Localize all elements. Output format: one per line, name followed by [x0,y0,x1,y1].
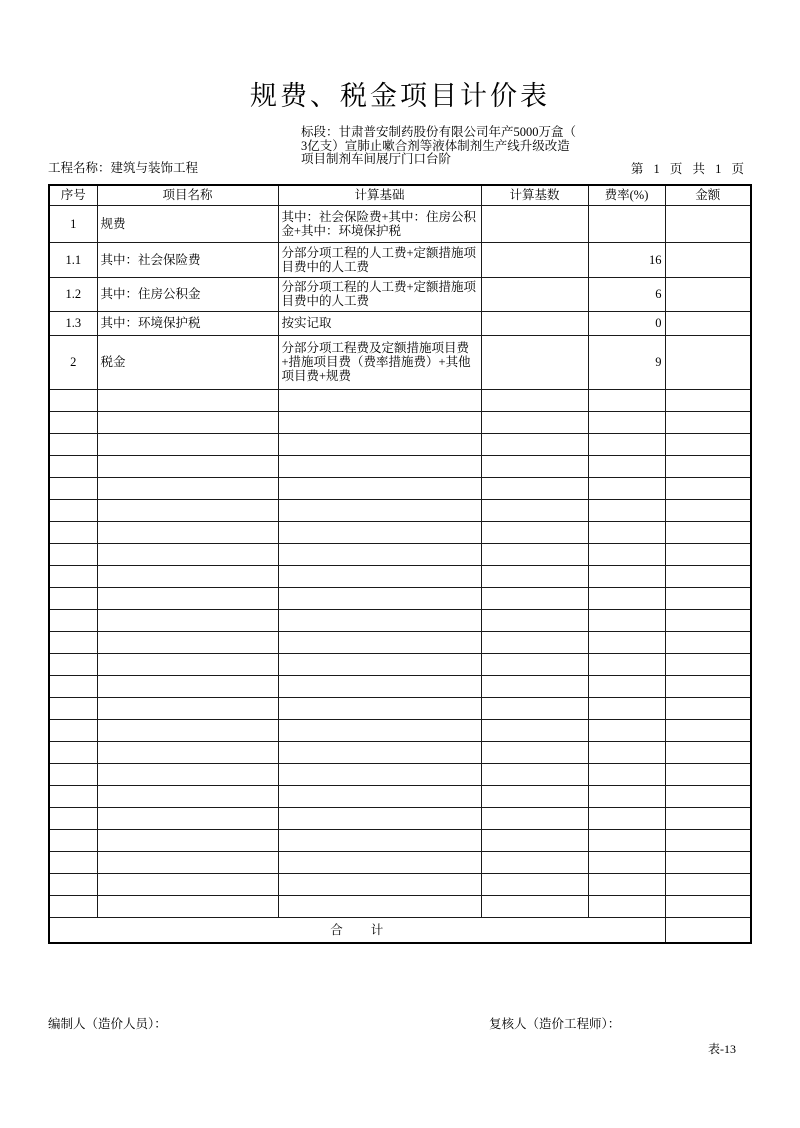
empty-cell [49,829,97,851]
empty-table-row [49,587,751,609]
empty-cell [665,763,751,785]
empty-cell [49,719,97,741]
empty-cell [97,895,278,917]
empty-cell [481,433,588,455]
rate-cell: 9 [588,335,665,389]
empty-cell [588,455,665,477]
empty-cell [49,455,97,477]
empty-cell [665,675,751,697]
table-row [49,205,751,242]
section-line-3: 项目制剂车间展厅门口台阶 [301,152,452,166]
empty-cell [97,873,278,895]
table-row [49,277,751,311]
empty-cell [97,851,278,873]
empty-table-row [49,565,751,587]
serial-no-cell: 1.2 [49,277,97,311]
empty-cell [481,477,588,499]
header-item-name: 项目名称 [97,185,278,205]
empty-cell [49,675,97,697]
empty-cell [49,631,97,653]
empty-table-row [49,829,751,851]
empty-cell [665,785,751,807]
item-name-cell: 其中：环境保护税 [97,311,278,335]
empty-cell [49,763,97,785]
amount-cell [665,205,751,242]
empty-cell [481,609,588,631]
empty-table-row [49,631,751,653]
empty-table-row [49,741,751,763]
item-name-cell: 税金 [97,335,278,389]
empty-cell [481,873,588,895]
empty-cell [665,455,751,477]
empty-cell [49,477,97,499]
amount-cell [665,277,751,311]
empty-table-row [49,455,751,477]
empty-cell [481,741,588,763]
empty-table-row [49,807,751,829]
empty-cell [49,543,97,565]
header-calc-base: 计算基数 [481,185,588,205]
empty-cell [278,543,481,565]
empty-cell [278,829,481,851]
empty-cell [97,521,278,543]
empty-cell [278,521,481,543]
empty-table-row [49,851,751,873]
empty-table-row [49,433,751,455]
empty-cell [665,477,751,499]
empty-cell [97,455,278,477]
empty-table-row [49,521,751,543]
empty-table-row [49,895,751,917]
empty-cell [481,499,588,521]
empty-cell [97,631,278,653]
empty-cell [481,719,588,741]
empty-cell [278,389,481,411]
empty-cell [665,433,751,455]
empty-cell [588,719,665,741]
empty-cell [665,829,751,851]
empty-cell [49,851,97,873]
empty-cell [278,477,481,499]
empty-cell [481,829,588,851]
empty-cell [665,873,751,895]
empty-cell [481,543,588,565]
table-row [49,311,751,335]
calc-basis-cell: 分部分项工程费及定额措施项目费+措施项目费（费率措施费）+其他项目费+规费 [278,335,481,389]
rate-cell [588,205,665,242]
empty-cell [278,895,481,917]
empty-cell [588,521,665,543]
empty-cell [278,763,481,785]
empty-cell [588,697,665,719]
empty-cell [97,543,278,565]
empty-cell [278,587,481,609]
rate-cell: 0 [588,311,665,335]
empty-cell [49,433,97,455]
section-line-2: 3亿支）宣肺止嗽合剂等液体制剂生产线升级改造 [301,138,570,153]
empty-cell [278,609,481,631]
empty-cell [49,741,97,763]
empty-cell [588,653,665,675]
empty-cell [97,389,278,411]
empty-cell [665,609,751,631]
empty-cell [97,477,278,499]
empty-cell [481,565,588,587]
empty-cell [97,741,278,763]
empty-table-row [49,477,751,499]
fees-taxes-table [48,184,752,944]
empty-cell [49,565,97,587]
empty-cell [97,719,278,741]
total-label-cell: 合 计 [49,917,665,943]
empty-cell [97,807,278,829]
empty-cell [49,609,97,631]
empty-cell [665,719,751,741]
total-row [49,917,751,943]
amount-cell [665,335,751,389]
empty-table-row [49,609,751,631]
empty-cell [665,807,751,829]
empty-cell [665,543,751,565]
empty-cell [97,499,278,521]
calc-base-cell [481,205,588,242]
section-line-1: 标段：甘肃普安制药股份有限公司年产5000万盒（ [301,125,577,139]
empty-cell [588,587,665,609]
empty-cell [665,521,751,543]
empty-cell [49,499,97,521]
empty-cell [49,697,97,719]
empty-cell [97,785,278,807]
empty-cell [278,499,481,521]
empty-cell [481,697,588,719]
empty-cell [49,389,97,411]
calc-basis-cell: 分部分项工程的人工费+定额措施项目费中的人工费 [278,277,481,311]
empty-cell [665,851,751,873]
page-number-info: 第 1 页 共 1 页 [630,162,744,176]
empty-table-row [49,653,751,675]
calc-base-cell [481,335,588,389]
empty-cell [665,499,751,521]
empty-cell [278,851,481,873]
table-row [49,242,751,277]
empty-cell [97,697,278,719]
empty-cell [49,873,97,895]
empty-cell [588,609,665,631]
empty-cell [481,785,588,807]
empty-cell [588,389,665,411]
empty-cell [481,807,588,829]
empty-cell [588,807,665,829]
empty-cell [97,587,278,609]
empty-cell [588,477,665,499]
empty-cell [665,741,751,763]
empty-cell [588,433,665,455]
empty-cell [665,895,751,917]
serial-no-cell: 1.1 [49,242,97,277]
rate-cell: 6 [588,277,665,311]
empty-table-row [49,389,751,411]
empty-cell [49,587,97,609]
empty-cell [49,411,97,433]
calc-basis-cell: 其中：社会保险费+其中：住房公积金+其中：环境保护税 [278,205,481,242]
header-serial-no: 序号 [49,185,97,205]
empty-cell [481,895,588,917]
empty-cell [278,411,481,433]
empty-cell [278,785,481,807]
empty-table-row [49,785,751,807]
empty-cell [665,631,751,653]
empty-table-row [49,697,751,719]
empty-cell [588,411,665,433]
empty-cell [665,697,751,719]
empty-cell [278,433,481,455]
section-info [301,126,611,167]
amount-cell [665,311,751,335]
empty-cell [49,807,97,829]
empty-cell [97,763,278,785]
preparer-label: 编制人（造价人员）： [48,1017,167,1031]
empty-cell [665,389,751,411]
item-name-cell: 其中：住房公积金 [97,277,278,311]
empty-cell [588,565,665,587]
page-title: 规费、税金项目计价表 [250,81,550,111]
empty-cell [588,873,665,895]
empty-cell [588,631,665,653]
empty-table-row [49,411,751,433]
empty-cell [481,587,588,609]
empty-cell [588,499,665,521]
empty-cell [278,631,481,653]
amount-cell [665,242,751,277]
empty-cell [588,543,665,565]
empty-cell [588,895,665,917]
table-row [49,335,751,389]
form-number: 表-13 [708,1042,736,1056]
empty-cell [49,785,97,807]
empty-cell [481,675,588,697]
empty-cell [588,851,665,873]
header-calc-basis: 计算基础 [278,185,481,205]
empty-cell [278,675,481,697]
empty-cell [278,653,481,675]
empty-cell [481,389,588,411]
empty-cell [481,631,588,653]
empty-cell [97,653,278,675]
empty-cell [481,521,588,543]
empty-cell [278,455,481,477]
empty-cell [588,763,665,785]
item-name-cell: 其中：社会保险费 [97,242,278,277]
empty-cell [481,763,588,785]
header-amount: 金额 [665,185,751,205]
empty-cell [665,653,751,675]
rate-cell: 16 [588,242,665,277]
empty-table-row [49,873,751,895]
reviewer-label: 复核人（造价工程师）： [489,1017,621,1031]
calc-base-cell [481,242,588,277]
empty-cell [481,653,588,675]
total-amount-cell [665,917,751,943]
serial-no-cell: 1 [49,205,97,242]
empty-cell [97,675,278,697]
calc-basis-cell: 分部分项工程的人工费+定额措施项目费中的人工费 [278,242,481,277]
empty-cell [278,565,481,587]
empty-cell [97,609,278,631]
calc-base-cell [481,277,588,311]
empty-cell [278,697,481,719]
empty-cell [588,675,665,697]
empty-rows [49,389,751,917]
empty-cell [588,741,665,763]
empty-cell [481,851,588,873]
empty-cell [588,785,665,807]
empty-cell [49,895,97,917]
empty-cell [278,873,481,895]
empty-table-row [49,719,751,741]
empty-cell [97,565,278,587]
empty-cell [97,829,278,851]
empty-cell [588,829,665,851]
empty-cell [481,455,588,477]
empty-cell [665,565,751,587]
item-name-cell: 规费 [97,205,278,242]
empty-cell [49,653,97,675]
calc-base-cell [481,311,588,335]
empty-table-row [49,763,751,785]
serial-no-cell: 1.3 [49,311,97,335]
empty-table-row [49,543,751,565]
empty-cell [97,433,278,455]
header-rate: 费率(%) [588,185,665,205]
table-header-row [49,185,751,205]
empty-cell [49,521,97,543]
project-name: 工程名称：建筑与装饰工程 [48,161,199,175]
empty-cell [665,411,751,433]
empty-cell [278,719,481,741]
empty-cell [278,807,481,829]
empty-cell [97,411,278,433]
empty-cell [481,411,588,433]
empty-cell [278,741,481,763]
empty-table-row [49,499,751,521]
calc-basis-cell: 按实记取 [278,311,481,335]
serial-no-cell: 2 [49,335,97,389]
empty-table-row [49,675,751,697]
empty-cell [665,587,751,609]
